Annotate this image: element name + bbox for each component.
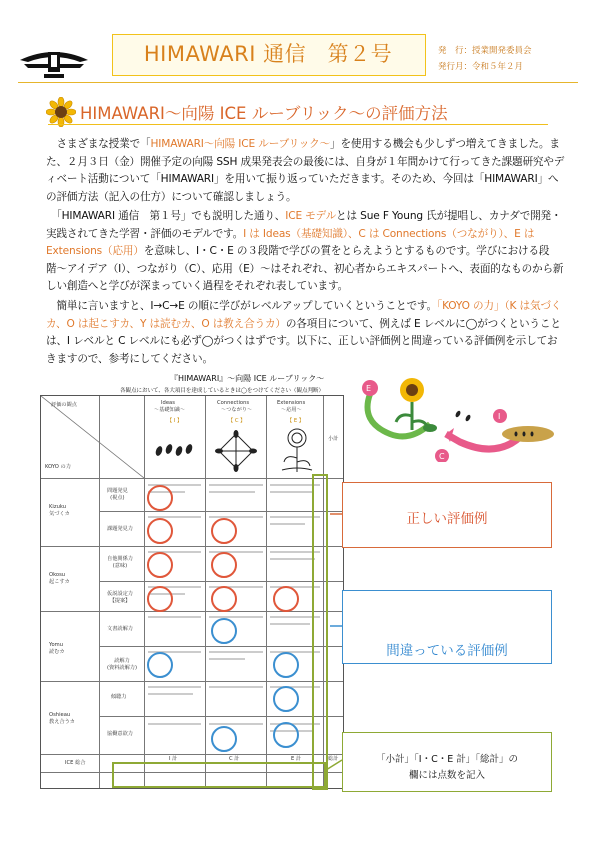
paragraph-how-to: 簡単に言いますと、I→C→E の順に学びがレベルアップしていくということです。「KOYO の力」（K は気づくカ、O は起こすカ、Y は読むカ、O は教え合うカ）の各項目について、例えば E レベルに◯がつくということは、I レベルと C レベルにも必ず◯がつくはずです。以下に、正しい評価例と間違っている評価例を示しておきますので、参考にしてください。 [46,300,562,365]
newsletter-title: HIMAWARI 通信 第２号 [143,42,393,66]
row-label-2: 課題発見力 [107,526,133,532]
row-label-1: 問題発見 (視点) [107,488,128,501]
row-label-3: 自他関係力 (意味) [107,556,133,569]
col-extensions-sub: 〜応用〜 [281,407,302,413]
callout-correct-example [342,482,552,548]
row-label-7: 傾聴力 [111,694,127,700]
footer-e-total: E 計 [291,756,302,762]
col-subtotal: 小計 [328,436,339,442]
col-i: 【 I 】 [167,418,183,424]
row-label-4: 仮説設定力 【提案】 [107,591,133,604]
group-oshieau: Oshieau 教え合うカ [49,712,75,725]
col-extensions: Extensions [277,400,306,406]
publisher: 発 行：授業開発委員会 [438,46,532,56]
callout-score-line1: 「小計」「I・C・E 計」「総計」の [376,754,518,765]
row-label-5: 文書読解力 [107,626,133,632]
svg-text:E: E [366,384,372,393]
col-ideas: Ideas [161,400,175,406]
section-title: HIMAWARI〜向陽 ICE ルーブリック〜の評価方法 [80,104,448,123]
issue-date: 発行月：令和５年２月 [438,62,524,72]
group-yomu: Yomu 読むカ [49,642,65,655]
ice-growth-illustration [350,372,570,462]
corner-bottom-label: KOYO の力 [45,464,71,470]
footer-c-total: C 計 [229,756,240,762]
callout-score-line2: 欄には点数を記入 [408,770,485,781]
group-okosu: Okosu 起こすカ [49,572,70,585]
rubric-subtitle: 各観点において、各大項目を達成しているときは◯をつけてください（観点判断） [120,388,325,394]
corner-top-label: 評価の観点 [51,402,77,408]
col-c: 【 C 】 [228,418,246,424]
callout-wrong-example [342,590,552,664]
col-connections-sub: 〜つながり〜 [221,407,253,413]
row-label-6: 読解力 (資料読解力) [107,658,137,671]
paragraph-ice-model: 「HIMAWARI 通信 第１号」でも説明した通り、ICE モデルとは Sue F Young 氏が提唱し、カナダで開発・実践されてきた学習・評価のモデルです。I は Ideas（基礎知識）、C は Connections（つながり）、E は Extensions（応用）を意味し、I・C・E の３段階で学びの質をとらえようとするものです。学びにおける段階〜アイデア（I）、つながり（C）、応用（E）〜はそれぞれ、初心者からエキスパートへ、表面的なものから新しい創造へと学びが深まっていく過程をそれぞれ表しています。 [46,210,564,293]
svg-text:C: C [439,452,445,461]
col-connections: Connections [217,400,250,406]
footer-i-total: I 計 [169,756,178,762]
col-ideas-sub: 〜基礎知識〜 [154,407,186,413]
footer-grand-total: 総計 [328,756,339,762]
group-kizuku: Kizuku 気づくカ [49,504,70,517]
row-label-8: 協働意欲力 [107,731,133,737]
paragraph-intro: さまざまな授業で「HIMAWARI〜向陽 ICE ルーブリック〜」を使用する機会も少しずつ増えてきました。また、２月３日（金）開催予定の向陽 SSH 成果発表会の最後には、自身が１年間かけて行ってきた課題研究やディベート活動について「HIMAWARI」を用いて振り返っていただきます。そのため、今回は「HIMAWARI」への評価方法（記入の仕方）について確認しましょう。 [46,138,565,203]
rubric-title: 『HIMAWARI』〜向陽 ICE ルーブリック〜 [170,374,325,383]
callout-wrong-text: 間違っている評価例 [386,643,508,659]
col-e: 【 E 】 [287,418,304,424]
svg-text:I: I [498,412,501,421]
callout-score-note [342,732,552,792]
callout-correct-text: 正しい評価例 [406,511,488,527]
footer-label: ICE 総合 [65,760,86,766]
